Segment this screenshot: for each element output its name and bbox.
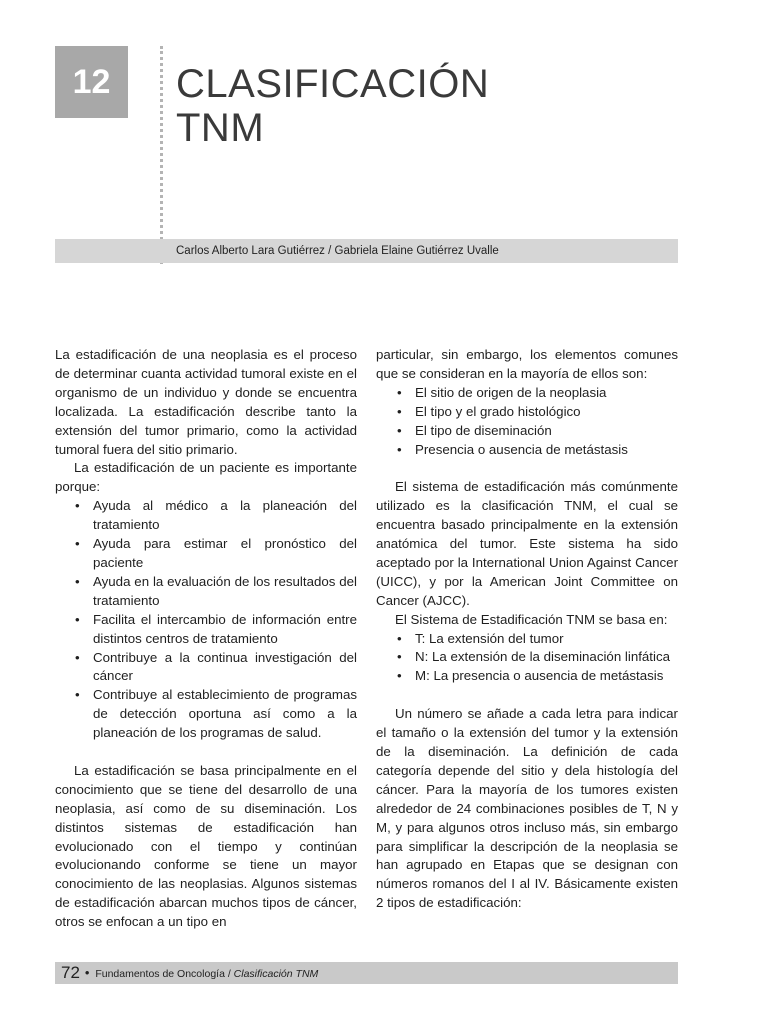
list-item: • Ayuda al médico a la planeación del tratamiento bbox=[55, 497, 357, 535]
footer bbox=[61, 963, 318, 984]
list-item: • Contribuye a la continua investigación del cáncer bbox=[55, 649, 357, 687]
footer-chapter: Clasificación TNM bbox=[233, 968, 319, 980]
bullet-list bbox=[376, 384, 678, 460]
bullet-list bbox=[55, 497, 357, 743]
paragraph: La estadificación de una neoplasia es el proceso de determinar cuanta actividad tumoral existe en el organismo de un individuo y donde se encuentra localizada. La estadificación describe tanto la extensión del tumor primario, como la actividad tumoral fuera del sitio primario. bbox=[55, 347, 357, 457]
list-item: • Ayuda para estimar el pronóstico del paciente bbox=[55, 535, 357, 573]
list-item: • T: La extensión del tumor bbox=[376, 630, 678, 649]
right-column bbox=[376, 346, 678, 913]
paragraph: La estadificación de un paciente es importante porque: bbox=[55, 460, 357, 495]
paragraph: El Sistema de Estadificación TNM se basa en: bbox=[395, 611, 668, 627]
paragraph: Un número se añade a cada letra para indicar el tamaño o la extensión del tumor y la extensión de la diseminación. La definición de cada categoría depende del sitio y dela histología del cáncer. Para la mayoría de los tumores existen alrededor de 24 combinaciones posibles de T, N y M, y para algunos otros incluso más, sin embargo para simplificar la descripción de la neoplasia se han agrupado en Etapas que se designan con números romanos del I al IV. Básicamente existen 2 tipos de estadificación: bbox=[376, 706, 678, 911]
list-item: • Contribuye al establecimiento de programas de detección oportuna así como a la planeación de los programas de salud. bbox=[55, 686, 357, 743]
list-item: • Facilita el intercambio de información entre distintos centros de tratamiento bbox=[55, 611, 357, 649]
chapter-title bbox=[176, 62, 489, 150]
list-item: • El sitio de origen de la neoplasia bbox=[376, 384, 678, 403]
list-item: • N: La extensión de la diseminación linfática bbox=[376, 648, 678, 667]
chapter-title-line-1: CLASIFICACIÓN bbox=[176, 62, 490, 106]
list-item: • El tipo y el grado histológico bbox=[376, 403, 678, 422]
page-number: 72 bbox=[61, 963, 80, 982]
authors: Carlos Alberto Lara Gutiérrez / Gabriela Elaine Gutiérrez Uvalle bbox=[176, 245, 499, 257]
list-item: • El tipo de diseminación bbox=[376, 422, 678, 441]
list-item: • Ayuda en la evaluación de los resultados del tratamiento bbox=[55, 573, 357, 611]
bullet-list bbox=[376, 630, 678, 687]
list-item: • Presencia o ausencia de metástasis bbox=[376, 441, 678, 460]
paragraph: El sistema de estadificación más comúnmente utilizado es la clasificación TNM, el cual se encuentra basado principalmente en la extensión anatómica del tumor. Este sistema ha sido aceptado por la International Union Against Cancer (UICC), y por la American Joint Committee on Cancer (AJCC). bbox=[376, 479, 678, 608]
dotted-divider bbox=[160, 46, 163, 264]
list-item: • M: La presencia o ausencia de metástasis bbox=[376, 667, 678, 686]
paragraph: particular, sin embargo, los elementos comunes que se consideran en la mayoría de ellos son: bbox=[376, 347, 678, 381]
chapter-number: 12 bbox=[55, 46, 128, 118]
book-title: Fundamentos de Oncología / bbox=[95, 968, 231, 980]
left-column bbox=[55, 346, 357, 932]
footer-bullet: • bbox=[84, 965, 90, 980]
chapter-title-line-2: TNM bbox=[176, 106, 265, 150]
paragraph: La estadificación se basa principalmente en el conocimiento que se tiene del desarrollo de una neoplasia, así como de su diseminación. Los distintos sistemas de estadificación han evolucionado con el tiempo y continúan evolucionando conforme se tiene un mayor conocimiento de las neoplasias. Algunos sistemas de estadificación abarcan muchos tipos de cáncer, otros se enfocan a un tipo en bbox=[55, 762, 357, 930]
